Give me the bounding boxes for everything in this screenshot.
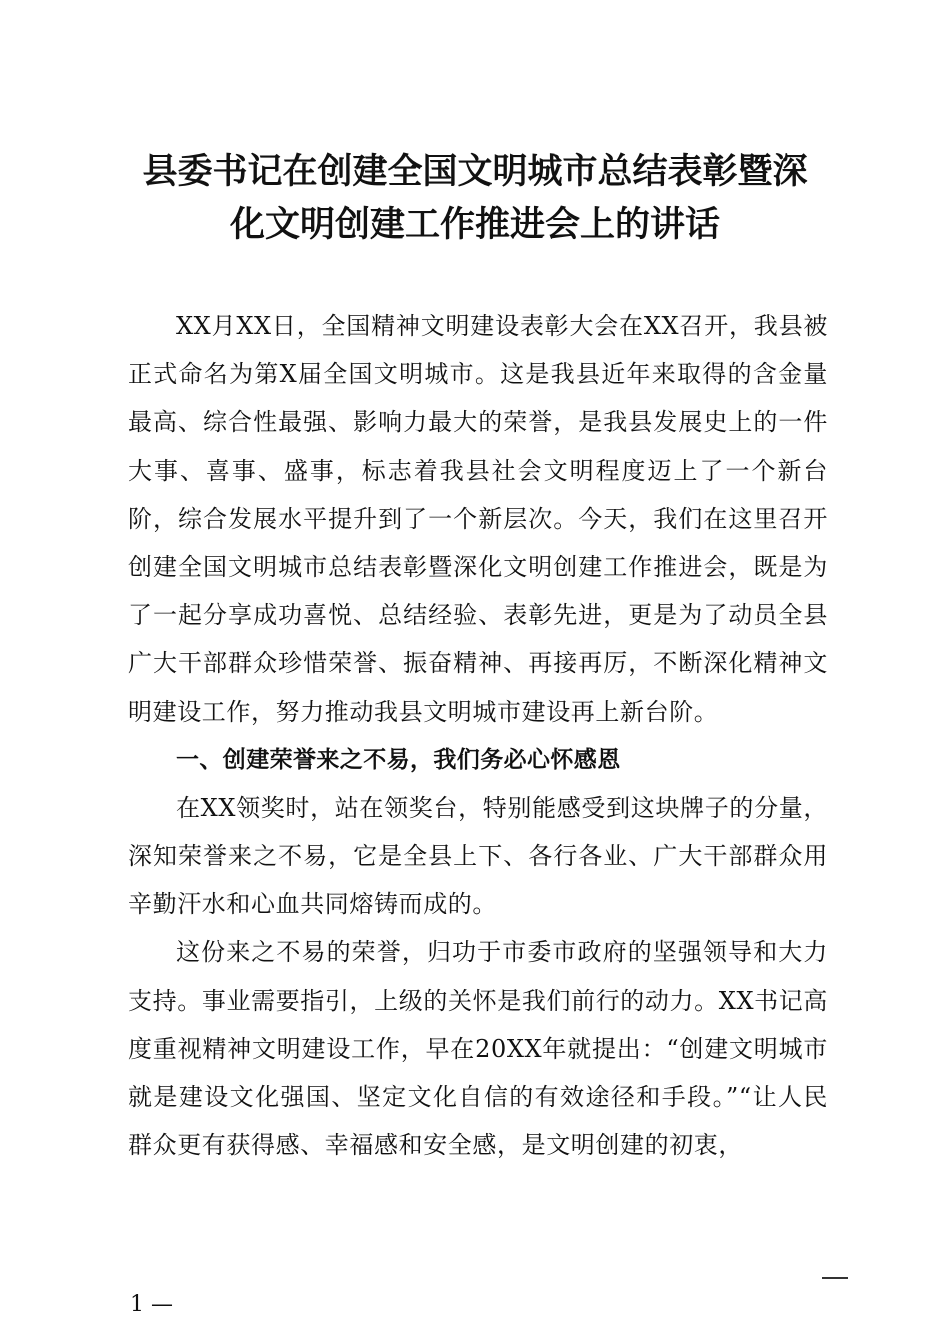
section1-paragraph-1: 在XX领奖时，站在领奖台，特别能感受到这块牌子的分量，深知荣誉来之不易，它是全县上下、各行各业、广大干部群众用辛勤汗水和心血共同熔铸而成的。	[128, 793, 828, 919]
section1-paragraph-2: 这份来之不易的荣誉，归功于市委市政府的坚强领导和大力支持。事业需要指引，上级的关怀是我们前行的动力。XX书记高度重视精神文明建设工作，早在20XX年就提出：“创建文明城市就是建设文化强国、坚定文化自信的有效途径和手段。”“让人民群众更有获得感、幸福感和安全感，是文明创建的初衷，	[128, 938, 828, 1160]
document-title	[100, 146, 850, 252]
section-heading-1: 一、创建荣誉来之不易，我们务必心怀感恩	[176, 746, 621, 773]
title-line-1: 县委书记在创建全国文明城市总结表彰暨深	[142, 152, 808, 192]
intro-paragraph: XX月XX日，全国精神文明建设表彰大会在XX召开，我县被正式命名为第X届全国文明城市。这是我县近年来取得的含金量最高、综合性最强、影响力最大的荣誉，是我县发展史上的一件大事、喜事、盛事，标志着我县社会文明程度迈上了一个新台阶，综合发展水平提升到了一个新层次。今天，我们在这里召开创建全国文明城市总结表彰暨深化文明创建工作推进会，既是为了一起分享成功喜悦、总结经验、表彰先进，更是为了动员全县广大干部群众珍惜荣誉、振奋精神、再接再厉，不断深化精神文明建设工作，努力推动我县文明城市建设再上新台阶。	[128, 312, 828, 726]
title-line-2: 化文明创建工作推进会上的讲话	[229, 205, 720, 245]
footer-rule	[822, 1277, 848, 1279]
page-number: 1 —	[130, 1292, 173, 1317]
document-body	[128, 302, 828, 1169]
